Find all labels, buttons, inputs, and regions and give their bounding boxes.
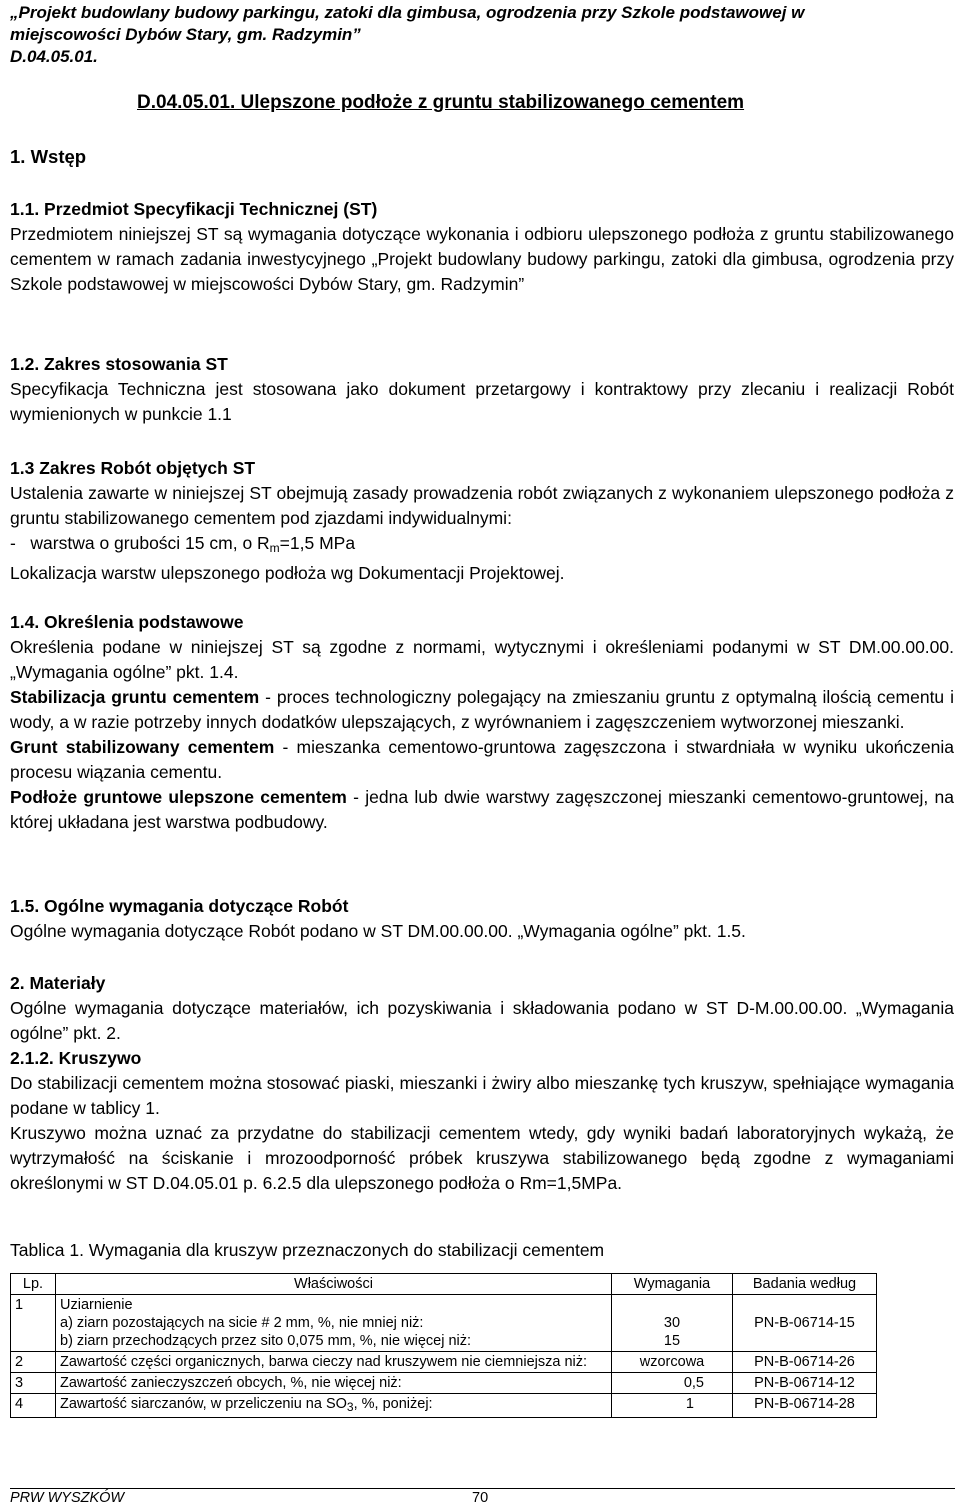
section-1-1-text: Przedmiotem niniejszej ST są wymagania dotyczące wykonania i odbioru ulepszonego podłoża z gruntu stabilizowanego cementem w ramach zadania inwestycyjnego „Projekt budowlany budowy parkingu, zatoki dla gimbusa, ogrodzenia przy Szkole podstawowej w miejscowości Dybów Stary, gm. Radzymin” [10,224,954,294]
definition-1-text: - proces technologiczny polegający na zmieszaniu gruntu z optymalną ilością cementu i wody, a w razie potrzeby innych dodatków ulepszających, z wyrównaniem i zagęszczeniem wytworzonej mieszanki. [10,687,954,732]
row-4-label-end: , %, poniżej: [353,1396,433,1412]
requirements-table [10,1273,877,1418]
definition-2 [10,735,954,785]
row-3-lp: 3 [11,1373,56,1394]
section-1-4-text: Określenia podane w niniejszej ST są zgodne z normami, wytycznymi i określeniami podanymi w ST DM.00.00.00. „Wymagania ogólne” pkt. 1.4. [10,637,954,682]
table-row [11,1352,877,1373]
section-1-2-heading: 1.2. Zakres stosowania ST [10,354,228,374]
row-4-norm: PN-B-06714-28 [733,1394,877,1418]
section-1-1-heading: 1.1. Przedmiot Specyfikacji Technicznej (ST) [10,199,378,219]
row-2-norm: PN-B-06714-26 [733,1352,877,1373]
section-1-4-heading: 1.4. Określenia podstawowe [10,612,244,632]
table-row [11,1373,877,1394]
bullet-text: - warstwa o grubości 15 cm, o R [10,533,270,553]
definition-2-text: - mieszanka cementowo-gruntowa zagęszczona i stwardniała w wyniku ukończenia procesu wiązania cementu. [10,737,954,782]
table-caption: Tablica 1. Wymagania dla kruszyw przeznaczonych do stabilizacji cementem [10,1240,605,1260]
section-1-3-bullet [10,531,954,561]
row-3-requirement: 0,5 [612,1373,733,1394]
row-3-norm: PN-B-06714-12 [733,1373,877,1394]
col-header-tests: Badania według [733,1274,877,1295]
footer-company: PRW WYSZKÓW [10,1490,125,1506]
definition-3-term: Podłoże gruntowe ulepszone cementem [10,787,347,807]
row-1b-requirement: 15 [663,1333,681,1349]
definition-2-term: Grunt stabilizowany cementem [10,737,275,757]
row-4-requirement: 1 [612,1394,733,1418]
row-1-norm: PN-B-06714-15 [733,1295,877,1352]
header-line-1: „Projekt budowlany budowy parkingu, zatoki dla gimbusa, ogrodzenia przy Szkole podstawowej w [10,3,805,22]
bullet-value: =1,5 MPa [279,533,356,553]
definition-1-term: Stabilizacja gruntu cementem [10,687,260,707]
row-4-subscript: 3 [346,1400,354,1414]
row-1a-label: a) ziarn pozostających na sicie # 2 mm, %, nie mniej niż: [60,1315,424,1331]
section-1-4 [10,610,954,835]
section-1-1 [10,197,954,297]
document-title: D.04.05.01. Ulepszone podłoże z gruntu stabilizowanego cementem [137,92,745,113]
row-1-requirements [612,1295,733,1352]
section-2-1-2-heading: 2.1.2. Kruszywo [10,1048,142,1068]
table-row [11,1394,877,1418]
section-2-1-2-text-1: Do stabilizacji cementem można stosować piaski, mieszanki i żwiry albo mieszankę tych kruszyw, spełniające wymagania podane w tablicy 1. [10,1073,954,1118]
row-4-property [56,1394,612,1418]
header-code: D.04.05.01. [10,47,98,66]
section-1-2-text: Specyfikacja Techniczna jest stosowana jako dokument przetargowy i kontraktowy przy zlecaniu i realizacji Robót wymienionych w punkcie 1.1 [10,379,954,424]
section-1-3-text: Ustalenia zawarte w niniejszej ST obejmują zasady prowadzenia robót związanych z wykonaniem ulepszonego podłoża z gruntu stabilizowanego cementem pod zjazdami indywidualnymi: [10,483,954,528]
definition-3-text: - jedna lub dwie warstwy zagęszczonej mieszanki cementowo-gruntowej, na której układana jest warstwa podbudowy. [10,787,954,832]
row-1-title: Uziarnienie [60,1297,133,1313]
definition-1 [10,685,954,735]
row-1a-requirement: 30 [663,1315,681,1331]
row-1-lp: 1 [11,1295,56,1352]
section-1-heading: 1. Wstęp [10,146,87,167]
section-2 [10,971,954,1196]
row-4-lp: 4 [11,1394,56,1418]
row-4-label: Zawartość siarczanów, w przeliczeniu na SO [60,1396,347,1412]
table-row [11,1295,877,1352]
row-2-property: Zawartość części organicznych, barwa cieczy nad kruszywem nie ciemniejsza niż: [56,1352,612,1373]
section-2-heading: 2. Materiały [10,973,106,993]
section-1-2 [10,352,954,427]
section-2-text: Ogólne wymagania dotyczące materiałów, ich pozyskiwania i składowania podano w ST D-M.00.00.00. „Wymagania ogólne” pkt. 2. [10,998,954,1043]
bullet-subscript: m [269,541,280,555]
definition-3 [10,785,954,835]
table-header-row [11,1274,877,1295]
section-1-3-heading: 1.3 Zakres Robót objętych ST [10,458,256,478]
col-header-lp: Lp. [11,1274,56,1295]
section-1-3-location: Lokalizacja warstw ulepszonego podłoża wg Dokumentacji Projektowej. [10,563,565,583]
row-1b-label: b) ziarn przechodzących przez sito 0,075 mm, %, nie więcej niż: [60,1333,472,1349]
row-2-lp: 2 [11,1352,56,1373]
header-line-2: miejscowości Dybów Stary, gm. Radzymin” [10,25,361,44]
row-1-property [56,1295,612,1352]
footer-divider [10,1488,955,1489]
section-1-3 [10,456,954,586]
col-header-properties: Właściwości [56,1274,612,1295]
col-header-requirements: Wymagania [612,1274,733,1295]
page-number: 70 [472,1490,489,1506]
section-1-5 [10,894,954,944]
running-header [10,2,910,68]
section-1-5-text: Ogólne wymagania dotyczące Robót podano w ST DM.00.00.00. „Wymagania ogólne” pkt. 1.5. [10,921,746,941]
section-2-1-2-text-2: Kruszywo można uznać za przydatne do stabilizacji cementem wtedy, gdy wyniki badań laboratoryjnych wykażą, że wytrzymałość na ściskanie i mrozoodporność próbek kruszywa stabilizowanego będą zgodne z wymaganiami określonymi w ST D.04.05.01 p. 6.2.5 dla ulepszonego podłoża o Rm=1,5MPa. [10,1123,954,1193]
section-1-5-heading: 1.5. Ogólne wymagania dotyczące Robót [10,896,349,916]
row-3-property: Zawartość zanieczyszczeń obcych, %, nie więcej niż: [56,1373,612,1394]
row-2-requirement: wzorcowa [612,1352,733,1373]
